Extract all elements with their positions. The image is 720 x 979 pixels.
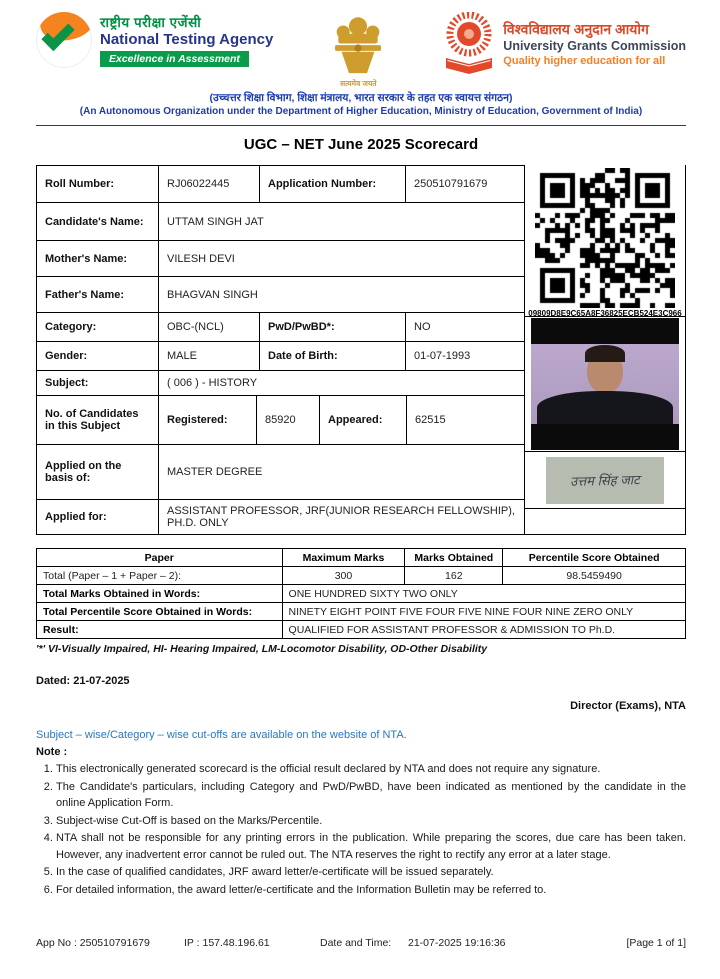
father-name-value: BHAGVAN SINGH [158,277,524,312]
nta-logo-icon [36,12,92,68]
score-total-row [37,567,686,585]
table-row [37,341,524,370]
father-name-label: Father's Name: [45,288,125,301]
subject-value: ( 006 ) - HISTORY [158,371,524,395]
note-item: 5. In the case of qualified candidates, JRF award letter/e-certificate will be issued separately. [56,864,686,881]
total-percentile: 98.5459490 [503,567,686,585]
percentile-header: Percentile Score Obtained [503,549,686,567]
footer [36,937,686,949]
percentile-words-row [37,603,686,621]
director-signoff: Director (Exams), NTA [570,700,686,712]
candidate-table [36,165,525,535]
header [36,0,686,88]
org-line-hindi: (उच्चत्तर शिक्षा विभाग, शिक्षा मंत्रालय, भारत सरकार के तहत एक स्वायत्त संगठन) [209,92,513,104]
max-marks-header: Maximum Marks [282,549,405,567]
percentile-words-value: NINETY EIGHT POINT FIVE FOUR FIVE NINE FOUR NINE ZERO ONLY [282,603,685,621]
table-row [37,276,524,312]
nta-logo-block [36,12,273,68]
marks-obtained-header: Marks Obtained [405,549,503,567]
nta-name-hindi: राष्ट्रीय परीक्षा एजेंसी [100,15,202,30]
application-number-label: Application Number: [259,166,405,202]
ugc-tagline: Quality higher education for all [503,55,666,67]
application-number-value: 250510791679 [405,166,524,202]
applied-basis-label: Applied on the basis of: [45,460,122,484]
score-table [36,548,686,639]
percentile-words-label: Total Percentile Score Obtained in Words: [37,603,283,621]
footer-datetime-label: Date and Time: [320,937,392,949]
candidate-name-label: Candidate's Name: [45,215,144,228]
appeared-value: 62515 [406,396,524,444]
table-row [37,499,524,534]
applied-for-label: Applied for: [45,511,107,523]
pwd-label: PwD/PwBD*: [259,313,405,341]
note-item: 6. For detailed information, the award letter/e-certificate and the Information Bulletin may be referred to. [56,882,686,899]
header-divider [36,125,686,126]
mother-name-value: VILESH DEVI [158,241,524,276]
candidates-count-label: No. of Candidates in this Subject [45,408,139,432]
registered-value: 85920 [256,396,319,444]
table-row [37,444,524,499]
note-item: 3. Subject-wise Cut-Off is based on the Marks/Percentile. [56,813,686,830]
table-row [37,312,524,341]
result-row [37,621,686,639]
candidate-photo [531,318,679,450]
total-label: Total (Paper – 1 + Paper – 2): [37,567,283,585]
candidate-name-value: UTTAM SINGH JAT [158,203,524,240]
note-item: 4. NTA shall not be responsible for any printing errors in the publication. While preparing the scores, due care has been taken. However, any inadvertent error cannot be ruled out. The NTA reserves the right to rectify any error at a later stage. [56,830,686,863]
appeared-label: Appeared: [319,396,406,444]
footer-ip: IP : 157.48.196.61 [184,937,270,949]
category-label: Category: [45,321,97,333]
table-row [37,370,524,395]
gender-label: Gender: [45,350,88,362]
note-item: 2. The Candidate's particulars, including Category and PwD/PwBD, have been indicated as mentioned by the candidate in the online Application Form. [56,779,686,812]
paper-header: Paper [37,549,283,567]
marks-words-value: ONE HUNDRED SIXTY TWO ONLY [282,585,685,603]
footer-app-no: App No : 250510791679 [36,937,150,949]
identity-column [525,165,686,535]
marks-words-label: Total Marks Obtained in Words: [37,585,283,603]
org-description [36,92,686,118]
candidate-photo-box [525,316,685,452]
result-value: QUALIFIED FOR ASSISTANT PROFESSOR & ADMISSION TO Ph.D. [282,621,685,639]
qr-section [525,165,685,316]
mother-name-label: Mother's Name: [45,252,128,265]
marks-words-row [37,585,686,603]
cutoff-link[interactable]: Subject – wise/Category – wise cut-offs are available on the website of NTA. [36,729,407,741]
table-row [37,395,524,444]
empty-cell [525,509,685,535]
category-value: OBC-(NCL) [158,313,259,341]
applied-basis-value: MASTER DEGREE [158,445,524,499]
result-label: Result: [37,621,283,639]
disability-footnote: '*' VI-Visually Impaired, HI- Hearing Impaired, LM-Locomotor Disability, OD-Other Disability [36,643,488,655]
signature-text: उत्तम सिंह जाट [569,472,641,489]
notes-list [36,761,686,899]
subject-label: Subject: [45,377,89,389]
page-title: UGC – NET June 2025 Scorecard [243,136,479,153]
qr-code [535,168,675,308]
gender-value: MALE [158,342,259,370]
dated-line: Dated: 21-07-2025 [36,675,130,687]
candidate-signature-box [525,452,685,509]
ugc-name-hindi: विश्वविद्यालय अनुदान आयोग [503,21,649,37]
table-row [37,240,524,276]
satyameva-jayate-caption: सत्यमेव जयते [340,79,377,88]
footer-datetime-value: 21-07-2025 19:16:36 [408,937,506,949]
nta-tagline: Excellence in Assessment [100,51,249,67]
table-row [37,202,524,240]
ugc-name-english: University Grants Commission [503,39,686,53]
note-item: 1. This electronically generated scorecard is the official result declared by NTA and does not require any signature. [56,761,686,778]
ashoka-lions-icon [327,14,389,78]
dob-label: Date of Birth: [259,342,405,370]
ugc-logo-block [443,12,686,76]
total-marks-obtained: 162 [405,567,503,585]
note-heading: Note : [36,746,68,758]
candidate-section [36,165,686,535]
roll-number-value: RJ06022445 [158,166,259,202]
table-row [37,166,524,202]
dob-value: 01-07-1993 [405,342,524,370]
pwd-value: NO [405,313,524,341]
org-line-english: (An Autonomous Organization under the Department of Higher Education, Ministry of Education, Government of India) [79,106,643,117]
score-header-row [37,549,686,567]
qr-code-text: 09809D8E9C65A8F36825ECB524E3C966 [528,309,682,318]
india-emblem [327,12,389,89]
nta-name-english: National Testing Agency [100,31,274,48]
roll-number-label: Roll Number: [45,178,115,190]
candidate-signature [546,457,664,504]
ugc-logo-icon [443,12,495,76]
applied-for-value: ASSISTANT PROFESSOR, JRF(JUNIOR RESEARCH FELLOWSHIP), PH.D. ONLY [158,500,524,534]
registered-label: Registered: [158,396,256,444]
total-max-marks: 300 [282,567,405,585]
footer-page-indicator: [Page 1 of 1] [626,937,686,949]
